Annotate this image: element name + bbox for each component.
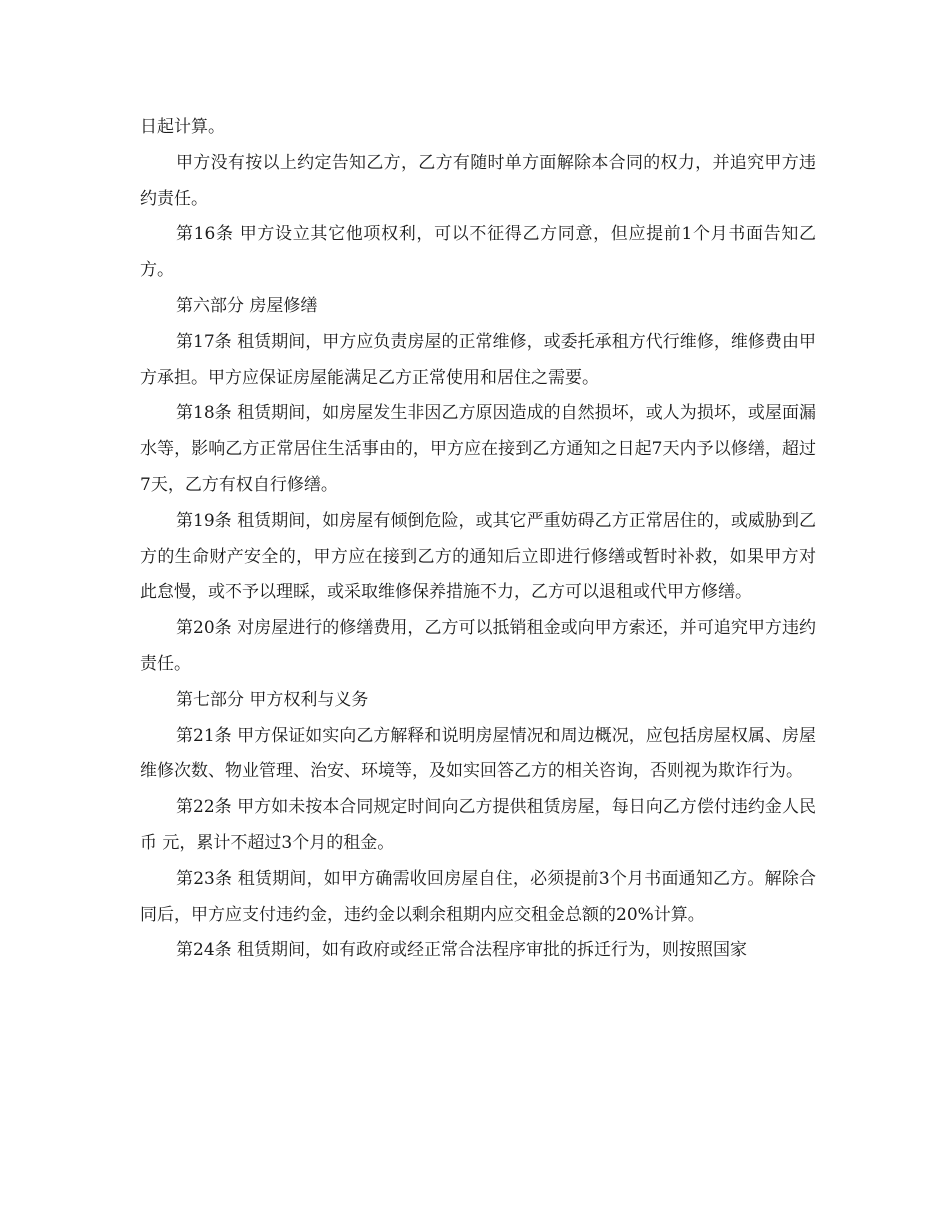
paragraph-article-21: 第21条 甲方保证如实向乙方解释和说明房屋情况和周边概况，应包括房屋权属、房屋维修次数、物业管理、治安、环境等，及如实回答乙方的相关咨询，否则视为欺诈行为。 [140, 725, 816, 782]
document-body [140, 110, 816, 969]
paragraph-article-16: 第16条 甲方设立其它他项权利，可以不征得乙方同意，但应提前1个月书面告知乙方。 [140, 224, 816, 281]
paragraph-article-20: 第20条 对房屋进行的修缮费用，乙方可以抵销租金或向甲方索还，并可追究甲方违约责任。 [140, 618, 816, 674]
paragraph-article-24: 第24条 租赁期间，如有政府或经正常合法程序审批的拆迁行为，则按照国家 [176, 940, 748, 961]
paragraph-article-23: 第23条 租赁期间，如甲方确需收回房屋自住，必须提前3个月书面通知乙方。解除合同后，甲方应支付违约金，违约金以剩余租期内应交租金总额的20%计算。 [140, 868, 816, 925]
paragraph-continuation: 日起计算。 [140, 117, 225, 137]
paragraph-article-18: 第18条 租赁期间，如房屋发生非因乙方原因造成的自然损坏，或人为损坏，或屋面漏水等，影响乙方正常居住生活事由的，甲方应在接到乙方通知之日起7天内予以修缮，超过7天，乙方有权自行修缮。 [140, 403, 816, 495]
paragraph-article-19: 第19条 租赁期间，如房屋有倾倒危险，或其它严重妨碍乙方正常居住的，或威胁到乙方的生命财产安全的，甲方应在接到乙方的通知后立即进行修缮或暂时补救，如果甲方对此怠慢，或不予以理睬，或采取维修保养措施不力，乙方可以退租或代甲方修缮。 [140, 510, 816, 603]
section-heading-part-6: 第六部分 房屋修缮 [176, 295, 318, 316]
paragraph-article-22: 第22条 甲方如未按本合同规定时间向乙方提供租赁房屋，每日向乙方偿付违约金人民币 元，累计不超过3个月的租金。 [140, 797, 816, 853]
section-heading-part-7: 第七部分 甲方权利与义务 [176, 689, 369, 710]
paragraph-article-17: 第17条 租赁期间，甲方应负责房屋的正常维修，或委托承租方代行维修，维修费由甲方承担。甲方应保证房屋能满足乙方正常使用和居住之需要。 [140, 331, 816, 388]
paragraph-notice-breach: 甲方没有按以上约定告知乙方，乙方有随时单方面解除本合同的权力，并追究甲方违约责任。 [140, 152, 816, 209]
